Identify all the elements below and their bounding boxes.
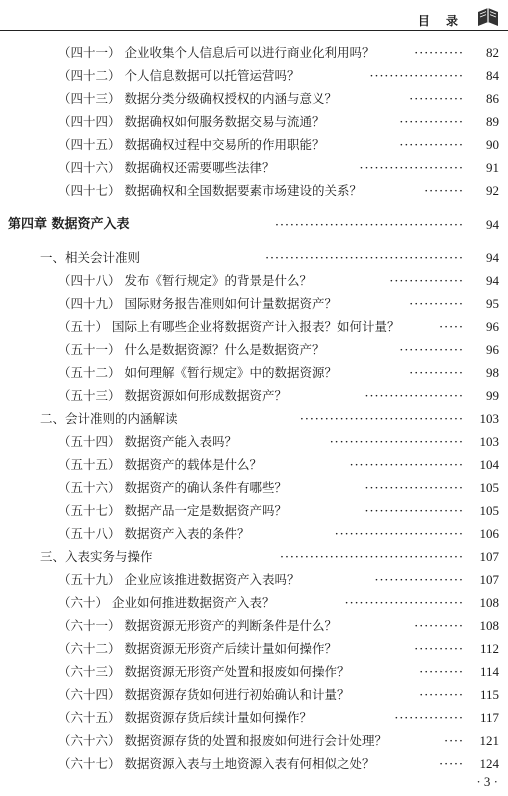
toc-leader-dots: ····································· [279, 549, 464, 564]
toc-leader-dots: ···················· [364, 503, 464, 518]
toc-entry-title: （六十四） 数据资源存货如何进行初始确认和计量？ [58, 687, 350, 702]
toc-entry [0, 500, 508, 522]
toc-leader-dots: ··········· [409, 296, 464, 311]
toc-leader-dots: ········································ [265, 250, 464, 265]
toc-entry [0, 157, 508, 179]
toc-page-number: 99 [486, 388, 499, 403]
toc-entry [0, 293, 508, 315]
toc-entry-title: 二、会计准则的内涵解读 [40, 411, 178, 426]
toc-leader-dots: ··········· [409, 91, 464, 106]
toc-entry-title: （四十九） 国际财务报告准则如何计量数据资产？ [58, 296, 337, 311]
toc-entry [0, 753, 508, 775]
toc-section [0, 546, 508, 568]
toc-leader-dots: ···· [444, 733, 464, 748]
toc-entry [0, 385, 508, 407]
toc-leader-dots: ·························· [334, 526, 464, 541]
toc-leader-dots: ····· [439, 756, 464, 771]
toc-page-number: 105 [479, 480, 499, 495]
toc-entry [0, 339, 508, 361]
toc-entry-title: （四十二） 个人信息数据可以托管运营吗？ [58, 68, 300, 83]
toc-page-number: 117 [479, 710, 499, 725]
toc-entry-title: （四十七） 数据确权和全国数据要素市场建设的关系？ [58, 183, 362, 198]
toc-entry-title: （五十一） 什么是数据资源？什么是数据资产？ [58, 342, 325, 357]
toc-leader-dots: ··················· [369, 68, 464, 83]
toc-leader-dots: ···················· [364, 480, 464, 495]
toc-entry-title: （四十五） 数据确权过程中交易所的作用职能？ [58, 137, 325, 152]
toc-entry [0, 638, 508, 660]
toc-page-number: 108 [479, 595, 499, 610]
toc-leader-dots: ········ [424, 183, 464, 198]
toc-entry-title: （四十六） 数据确权还需要哪些法律？ [58, 160, 275, 175]
toc-leader-dots: ········· [419, 687, 464, 702]
toc-entry-title: （六十七） 数据资源入表与土地资源入表有何相似之处？ [58, 756, 375, 771]
toc-leader-dots: ··························· [329, 434, 464, 449]
toc-entry-title: （六十二） 数据资源无形资产后续计量如何操作？ [58, 641, 337, 656]
toc-page-number: 103 [479, 411, 499, 426]
toc-leader-dots: ··········· [409, 365, 464, 380]
toc-leader-dots: ··············· [389, 273, 464, 288]
toc-entry [0, 88, 508, 110]
toc-entry [0, 316, 508, 338]
toc-entry [0, 569, 508, 591]
toc-entry [0, 431, 508, 453]
toc-entry [0, 661, 508, 683]
toc-page-number: 107 [479, 572, 499, 587]
toc-page-number: 105 [479, 503, 499, 518]
toc-chapter [0, 214, 508, 236]
toc-entry-title: （六十五） 数据资源存货后续计量如何操作？ [58, 710, 312, 725]
toc-page-number: 107 [479, 549, 499, 564]
toc-leader-dots: ········· [419, 664, 464, 679]
toc-entry [0, 615, 508, 637]
toc-entry [0, 134, 508, 156]
toc-page-number: 124 [479, 756, 499, 771]
toc-leader-dots: ······································ [275, 217, 464, 232]
toc-leader-dots: ·········· [414, 618, 464, 633]
toc-page-number: 94 [486, 250, 499, 265]
page-number: · 3 · [476, 774, 498, 789]
toc-leader-dots: ············· [399, 342, 464, 357]
toc-entry-title: （五十九） 企业应该推进数据资产入表吗？ [58, 572, 300, 587]
toc-leader-dots: ·················· [374, 572, 464, 587]
toc-page-number: 96 [486, 319, 499, 334]
toc-entry-title: （六十一） 数据资源无形资产的判断条件是什么？ [58, 618, 337, 633]
toc-entry-title: 三、入表实务与操作 [40, 549, 153, 564]
toc-entry-title: （六十六） 数据资源存货的处置和报废如何进行会计处理？ [58, 733, 387, 748]
toc-entry [0, 362, 508, 384]
toc-leader-dots: ···················· [364, 388, 464, 403]
book-icon [476, 6, 500, 28]
toc-entry [0, 270, 508, 292]
toc-entry [0, 523, 508, 545]
toc-leader-dots: ······················· [349, 457, 464, 472]
toc-entry-title: （五十五） 数据资产的载体是什么？ [58, 457, 262, 472]
toc-page-number: 84 [486, 68, 499, 83]
toc-entry-title: （四十一） 企业收集个人信息后可以进行商业化利用吗？ [58, 45, 375, 60]
toc-entry-title: （五十七） 数据产品一定是数据资产吗？ [58, 503, 287, 518]
toc-page-number: 121 [479, 733, 499, 748]
toc-entry-title: （五十） 国际上有哪些企业将数据资产计入报表？如何计量？ [58, 319, 400, 334]
toc-entry [0, 707, 508, 729]
toc-page-number: 114 [479, 664, 499, 679]
toc-page-number: 115 [479, 687, 499, 702]
toc-entry-title: （六十） 企业如何推进数据资产入表？ [58, 595, 275, 610]
toc-leader-dots: ············· [399, 137, 464, 152]
toc-page-number: 104 [479, 457, 499, 472]
toc-page-number: 103 [479, 434, 499, 449]
toc-entry [0, 730, 508, 752]
toc-leader-dots: ············· [399, 114, 464, 129]
toc-page-number: 98 [486, 365, 499, 380]
toc-leader-dots: ························ [344, 595, 464, 610]
toc-entry-title: （五十六） 数据资产的确认条件有哪些？ [58, 480, 287, 495]
toc-entry-title: 第四章 数据资产入表 [8, 217, 130, 232]
toc-entry [0, 111, 508, 133]
toc-page-number: 106 [479, 526, 499, 541]
toc-leader-dots: ····················· [359, 160, 464, 175]
toc-leader-dots: ····· [439, 319, 464, 334]
toc-page-number: 91 [486, 160, 499, 175]
toc-leader-dots: ·············· [394, 710, 464, 725]
toc-entry [0, 592, 508, 614]
toc-section [0, 247, 508, 269]
toc-entry-title: （五十八） 数据资产入表的条件？ [58, 526, 250, 541]
toc-leader-dots: ·········· [414, 641, 464, 656]
toc-leader-dots: ·········· [414, 45, 464, 60]
toc-page-number: 95 [486, 296, 499, 311]
header-rule [0, 30, 508, 31]
toc-page-number: 94 [486, 217, 499, 232]
toc-page-number: 96 [486, 342, 499, 357]
toc-page-number: 112 [479, 641, 499, 656]
toc-entry-title: （五十三） 数据资源如何形成数据资产？ [58, 388, 287, 403]
toc-entry-title: （四十八） 发布《暂行规定》的背景是什么？ [58, 273, 312, 288]
toc-entry [0, 684, 508, 706]
toc-leader-dots: ································· [299, 411, 464, 426]
toc-page-number: 108 [479, 618, 499, 633]
toc-entry [0, 180, 508, 202]
toc-page-number: 92 [486, 183, 499, 198]
toc-entry-title: 一、相关会计准则 [40, 250, 141, 265]
running-header-title: 目 录 [417, 14, 464, 28]
toc-page-number: 89 [486, 114, 499, 129]
toc-page-number: 90 [486, 137, 499, 152]
toc-page-number: 86 [486, 91, 499, 106]
toc-entry-title: （四十四） 数据确权如何服务数据交易与流通？ [58, 114, 325, 129]
toc-entry [0, 454, 508, 476]
toc-entry-title: （四十三） 数据分类分级确权授权的内涵与意义？ [58, 91, 337, 106]
toc-entry-title: （五十二） 如何理解《暂行规定》中的数据资源？ [58, 365, 337, 380]
toc-section [0, 408, 508, 430]
toc-entry-title: （六十三） 数据资源无形资产处置和报废如何操作？ [58, 664, 350, 679]
toc-page-number: 94 [486, 273, 499, 288]
toc-page-number: 82 [486, 45, 499, 60]
toc-entry [0, 65, 508, 87]
toc-entry-title: （五十四） 数据资产能入表吗？ [58, 434, 237, 449]
toc-entry [0, 477, 508, 499]
toc-entry [0, 42, 508, 64]
